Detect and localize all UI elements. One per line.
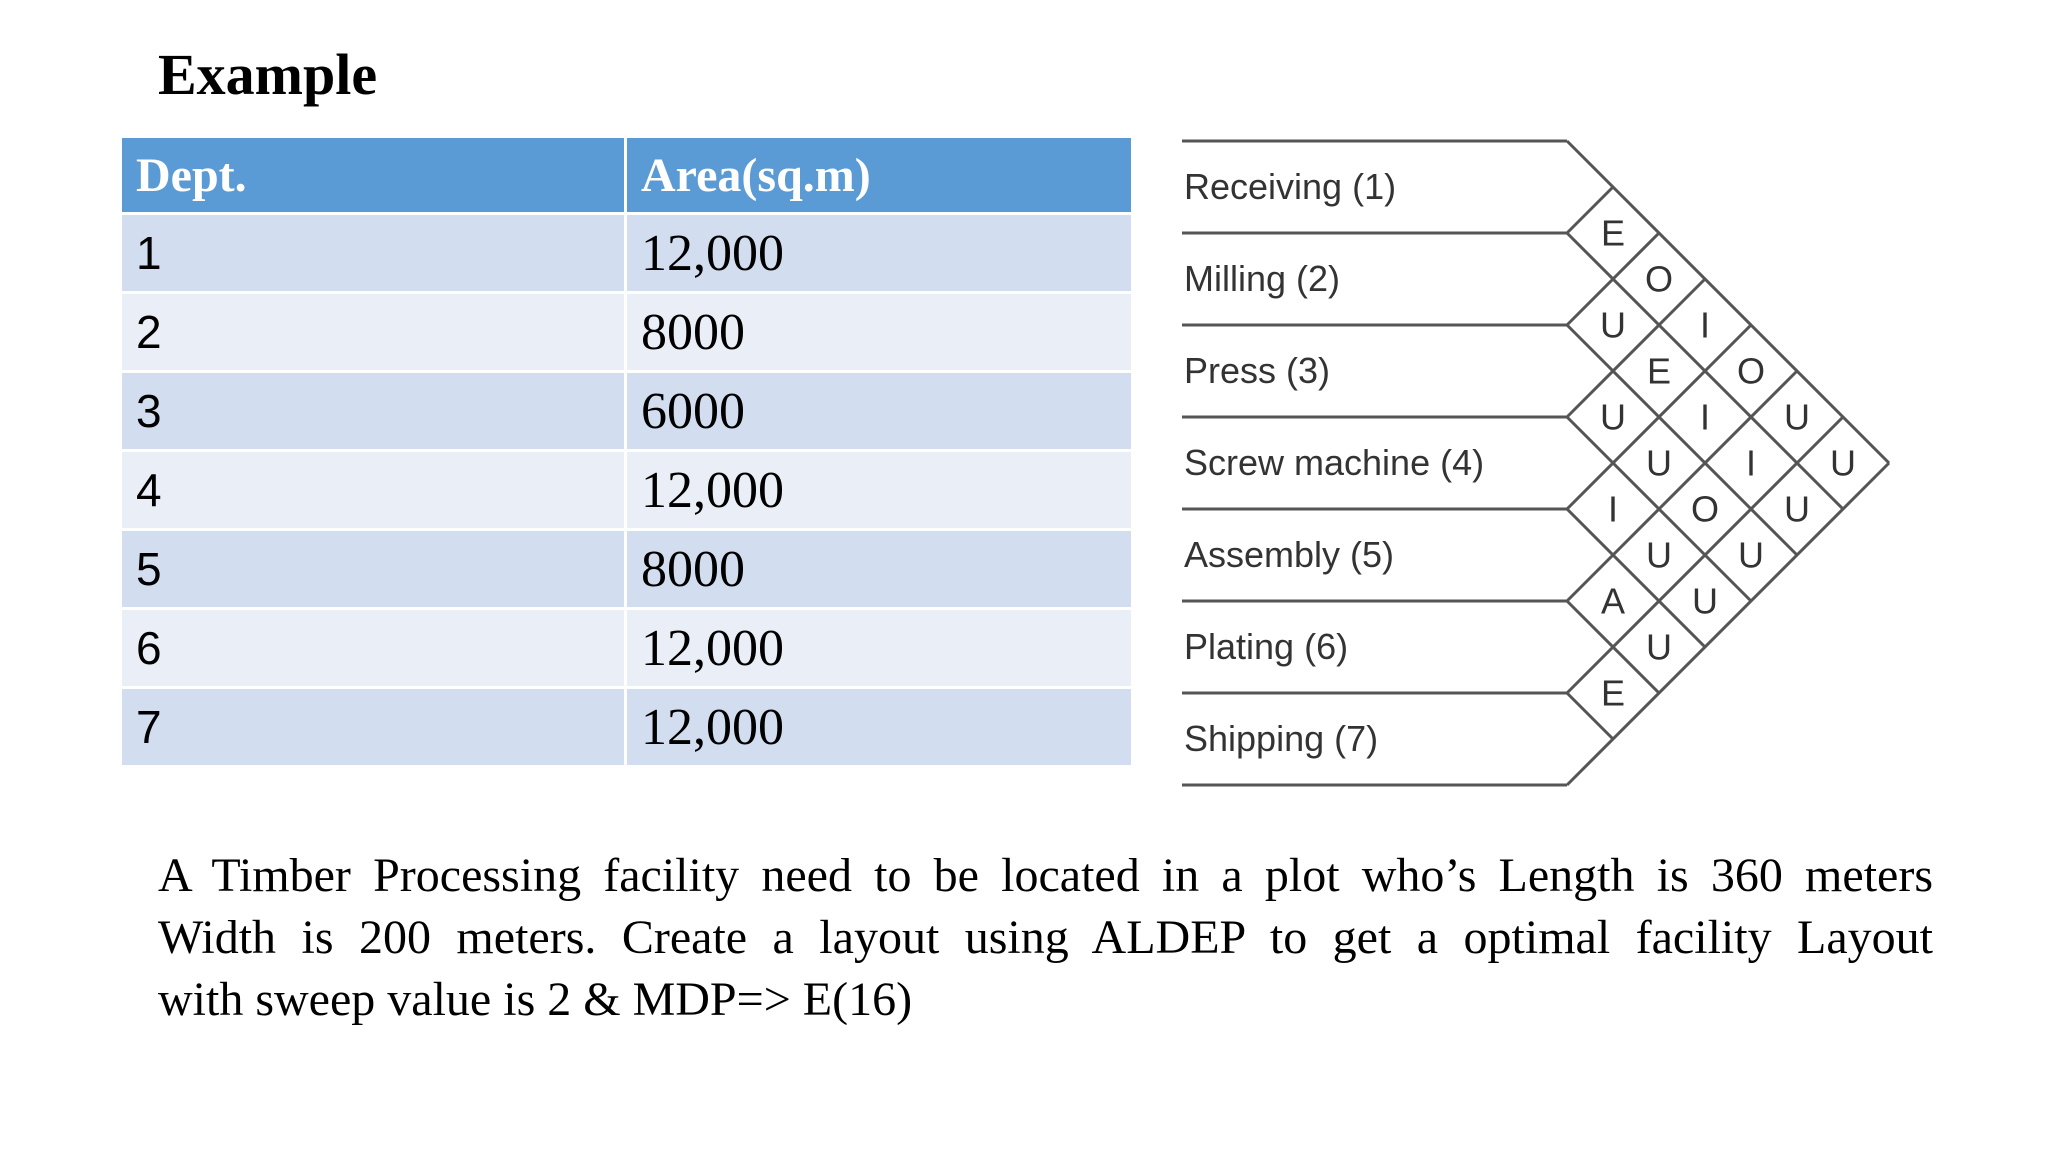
slide-title: Example — [158, 42, 378, 107]
relationship-code: U — [1646, 534, 1672, 576]
relationship-code: O — [1736, 350, 1766, 392]
problem-line-1: A Timber Processing facility need to be located in a plot who’s Length is 360 meters — [158, 849, 1933, 902]
relationship-code: I — [1699, 304, 1711, 346]
relationship-code: A — [1600, 580, 1626, 622]
area-cell: 12,000 — [626, 609, 1133, 688]
dept-cell: 5 — [121, 530, 626, 609]
department-label: Plating (6) — [1184, 626, 1349, 667]
relationship-code: U — [1692, 580, 1718, 622]
relationship-code: U — [1600, 396, 1626, 438]
department-area-table — [119, 135, 1134, 768]
department-label: Press (3) — [1184, 350, 1331, 391]
table-row — [121, 214, 1133, 293]
department-label: Assembly (5) — [1184, 534, 1395, 575]
area-cell: 6000 — [626, 372, 1133, 451]
department-label: Screw machine (4) — [1184, 442, 1485, 483]
dept-cell: 7 — [121, 688, 626, 767]
table-row — [121, 609, 1133, 688]
relationship-code: U — [1830, 442, 1856, 484]
relationship-code: U — [1646, 442, 1672, 484]
dept-cell: 3 — [121, 372, 626, 451]
dept-cell: 1 — [121, 214, 626, 293]
area-cell: 12,000 — [626, 214, 1133, 293]
department-label: Milling (2) — [1184, 258, 1341, 299]
problem-statement — [158, 845, 1933, 1031]
relationship-code: U — [1646, 626, 1672, 668]
dept-cell: 2 — [121, 293, 626, 372]
relationship-code: E — [1646, 350, 1672, 392]
relationship-code: I — [1745, 442, 1757, 484]
relationship-code: I — [1607, 488, 1619, 530]
header-dept: Dept. — [121, 137, 626, 214]
problem-line-3: with sweep value is 2 & MDP=> E(16) — [158, 973, 913, 1026]
header-area: Area(sq.m) — [626, 137, 1133, 214]
area-cell: 8000 — [626, 293, 1133, 372]
relationship-code: E — [1600, 212, 1626, 254]
relationship-code: I — [1699, 396, 1711, 438]
relationship-code: U — [1600, 304, 1626, 346]
relationship-code: U — [1738, 534, 1764, 576]
relationship-code: E — [1600, 672, 1626, 714]
relationship-code: U — [1784, 488, 1810, 530]
table-row — [121, 530, 1133, 609]
area-cell: 12,000 — [626, 688, 1133, 767]
table-row — [121, 372, 1133, 451]
table-row — [121, 293, 1133, 372]
problem-line-2: Width is 200 meters. Create a layout using ALDEP to get a optimal facility Layout — [158, 911, 1933, 964]
diagonal-line — [1567, 509, 1705, 647]
dept-cell: 4 — [121, 451, 626, 530]
area-cell: 12,000 — [626, 451, 1133, 530]
department-label: Shipping (7) — [1184, 718, 1379, 759]
relationship-chart — [1170, 130, 1930, 790]
department-label: Receiving (1) — [1184, 166, 1397, 207]
relationship-code: O — [1690, 488, 1720, 530]
table-row — [121, 688, 1133, 767]
area-cell: 8000 — [626, 530, 1133, 609]
dept-cell: 6 — [121, 609, 626, 688]
relationship-code: O — [1644, 258, 1674, 300]
diagonal-line — [1567, 279, 1705, 417]
table-header-row — [121, 137, 1133, 214]
relationship-code: U — [1784, 396, 1810, 438]
table-row — [121, 451, 1133, 530]
